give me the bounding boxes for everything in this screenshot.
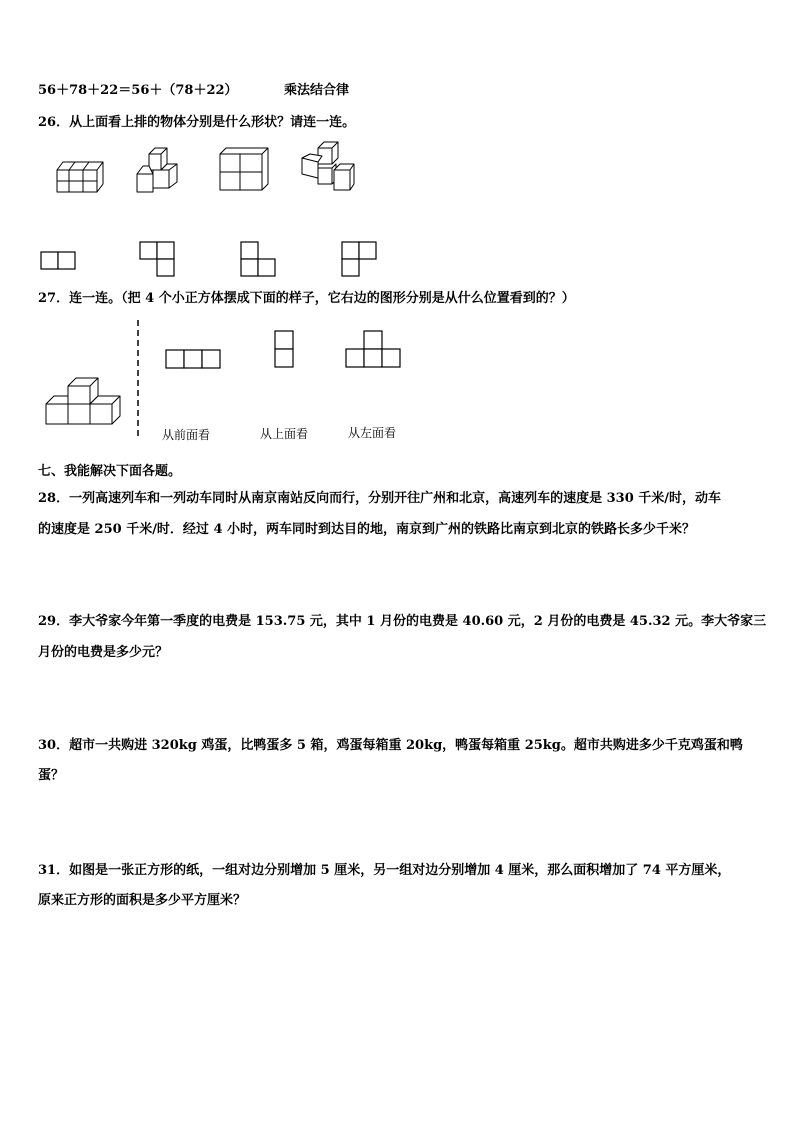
section-7-title: 七、我能解决下面各题。	[38, 464, 182, 479]
cube-group-4	[300, 140, 356, 194]
q27-view-top	[274, 330, 296, 370]
label-front-view: 从前面看	[162, 428, 211, 442]
equation-text: 56＋78＋22＝56＋（78＋22）	[38, 83, 238, 98]
cube-group-3	[218, 146, 270, 192]
q31-line1: 31．如图是一张正方形的纸，一组对边分别增加 5 厘米，另一组对边分别增加 4 厘米，那么面积增加了 74 平方厘米，	[38, 863, 731, 878]
q27-view-left	[345, 330, 403, 370]
view-2	[139, 241, 175, 279]
q27-cube-group	[44, 370, 124, 426]
q27-text: 27．连一连。（把 4 个小正方体摆成下面的样子，它右边的图形分别是从什么位置看到的？）	[38, 291, 575, 306]
q30-line2: 蛋？	[38, 768, 65, 783]
q29-line1: 29．李大爷家今年第一季度的电费是 153.75 元，其中 1 月份的电费是 40.60 元，2 月份的电费是 45.32 元。李大爷家三	[38, 614, 767, 629]
q28-line2: 的速度是 250 千米/时．经过 4 小时，两车同时到达目的地，南京到广州的铁路比南京到北京的铁路长多少千米？	[38, 522, 696, 537]
view-4	[341, 241, 377, 279]
cube-group-1	[55, 158, 105, 194]
law-text: 乘法结合律	[284, 83, 350, 98]
view-1	[40, 251, 76, 271]
view-3	[240, 241, 276, 279]
q30-line1: 30．超市一共购进 320kg 鸡蛋，比鸭蛋多 5 箱，鸡蛋每箱重 20kg，鸭蛋每箱重 25kg。超市共购进多少千克鸡蛋和鸭	[38, 738, 743, 753]
q28-line1: 28．一列高速列车和一列动车同时从南京南站反向而行，分别开往广州和北京，高速列车的速度是 330 千米/时，动车	[38, 491, 722, 506]
cube-group-2	[135, 146, 187, 194]
q29-line2: 月份的电费是多少元？	[38, 645, 169, 660]
q31-line2: 原来正方形的面积是多少平方厘米？	[38, 893, 247, 908]
label-top-view: 从上面看	[260, 427, 309, 441]
dashed-divider	[136, 320, 140, 440]
q26-text: 26．从上面看上排的物体分别是什么形状？请连一连。	[38, 115, 356, 130]
q27-view-front	[165, 349, 223, 369]
label-left-view: 从左面看	[348, 426, 397, 440]
